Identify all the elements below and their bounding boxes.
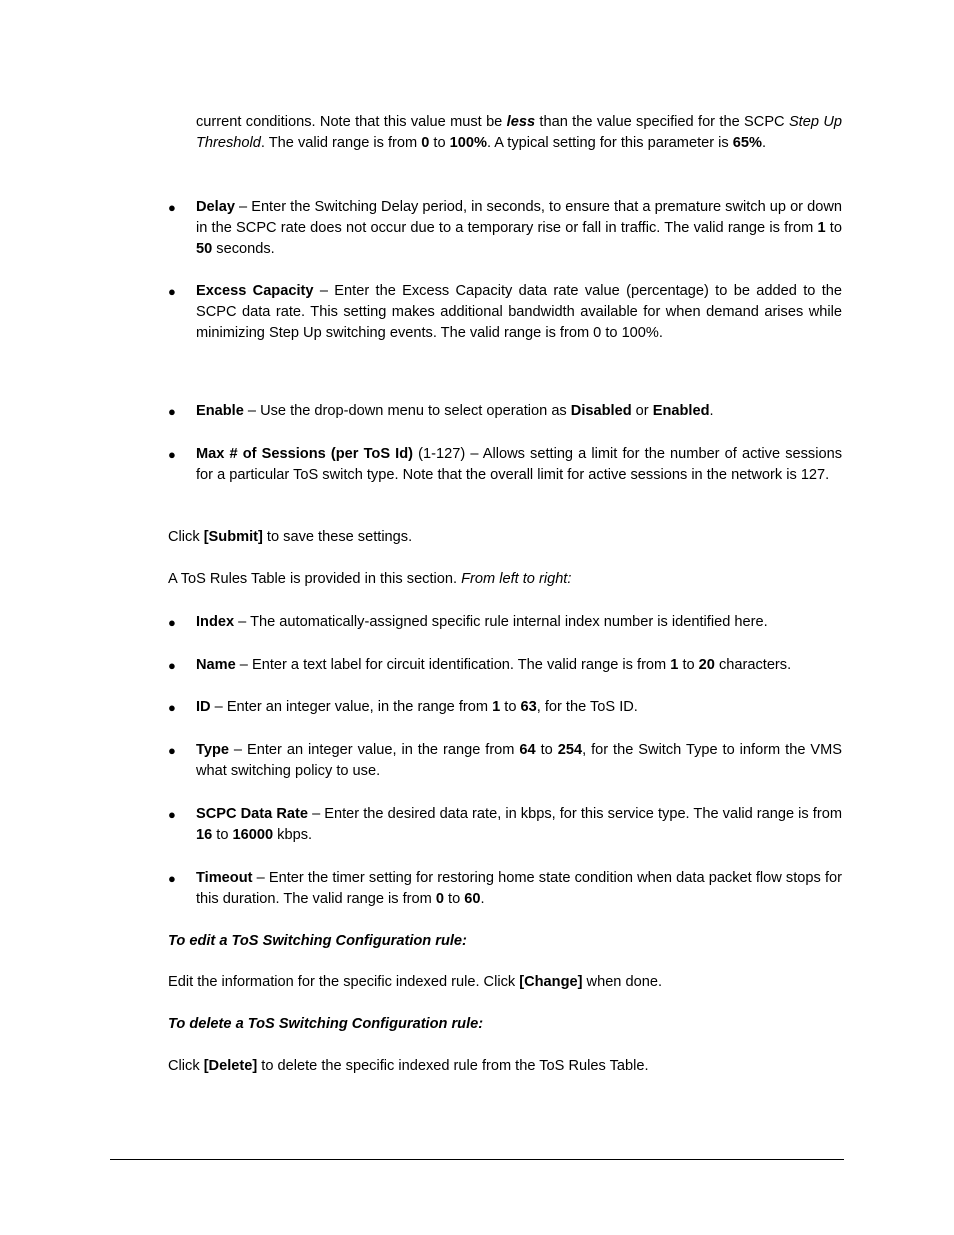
list-item-scpc-data-rate: [168, 804, 842, 846]
text: to: [678, 657, 699, 673]
text: characters.: [714, 657, 792, 673]
step-up-threshold-term: Step Up Threshold: [196, 114, 842, 151]
range-min: 0: [421, 135, 430, 151]
text: – Enter an integer value, in the range from: [228, 742, 520, 758]
bullet-icon: ●: [168, 871, 176, 886]
term-max-sessions: Max # of Sessions (per ToS Id): [196, 446, 414, 462]
text: – Enter the timer setting for restoring home state condition when data packet flow stops for this duration. The valid range is from: [196, 870, 842, 907]
range-min: 64: [519, 742, 536, 758]
range-max: 20: [698, 657, 715, 673]
footer-divider: [110, 1159, 844, 1160]
option-disabled: Disabled: [570, 403, 632, 419]
text: A ToS Rules Table is provided in this section.: [168, 571, 462, 587]
range-min: 16: [196, 827, 213, 843]
text: , for the ToS ID.: [536, 699, 638, 715]
text: – The automatically-assigned specific rule internal index number is identified here.: [234, 614, 768, 630]
range-max: 100%: [449, 135, 487, 151]
term-type: Type: [196, 742, 229, 758]
bullet-icon: ●: [168, 284, 176, 299]
submit-paragraph: [168, 527, 842, 548]
term-timeout: Timeout: [196, 870, 253, 886]
bullet-icon: ●: [168, 658, 176, 673]
typical-value: 65%: [732, 135, 762, 151]
range-min: 0: [435, 891, 444, 907]
text: – Enter the Excess Capacity data rate value (percentage) to be added to the SCPC data rate. This setting makes additional bandwidth available for when demand arises while minimizing Step Up switching events. The valid range is from 0 to 100%.: [196, 283, 842, 341]
text: to: [443, 891, 465, 907]
list-item-max-sessions: [168, 444, 842, 486]
text: to: [825, 220, 842, 236]
list-item-name: [168, 655, 842, 676]
text: seconds.: [212, 241, 275, 257]
text: kbps.: [273, 827, 313, 843]
delete-rule-paragraph: [168, 1056, 842, 1077]
term-id: ID: [196, 699, 211, 715]
bullet-icon: ●: [168, 447, 176, 462]
range-max: 50: [196, 241, 213, 257]
range-max: 16000: [232, 827, 274, 843]
text: – Enter a text label for circuit identification. The valid range is from: [235, 657, 671, 673]
text: Click: [168, 529, 204, 545]
term-enable: Enable: [196, 403, 244, 419]
option-enabled: Enabled: [652, 403, 710, 419]
range-min: 1: [817, 220, 826, 236]
list-item-type: [168, 740, 842, 782]
list-item-timeout: [168, 868, 842, 910]
submit-reference: [Submit]: [203, 529, 263, 545]
text: Click: [168, 1058, 204, 1074]
text: when done.: [582, 974, 663, 990]
edit-rule-heading: [168, 931, 842, 952]
text: . A typical setting for this parameter is: [486, 135, 733, 151]
term-name: Name: [196, 657, 236, 673]
range-min: 1: [670, 657, 679, 673]
text: to delete the specific indexed rule from the ToS Rules Table.: [257, 1058, 649, 1074]
bullet-icon: ●: [168, 807, 176, 822]
range-max: 60: [464, 891, 481, 907]
text: – Enter the Switching Delay period, in seconds, to ensure that a premature switch up or down in the SCPC rate does not occur due to a temporary rise or fall in traffic. The valid range is from: [196, 199, 842, 236]
continuation-paragraph: [196, 112, 842, 154]
edit-rule-paragraph: [168, 972, 842, 993]
term-delay: Delay: [196, 199, 235, 215]
text: – Enter the desired data rate, in kbps, for this service type. The valid range is from: [307, 806, 842, 822]
bullet-icon: ●: [168, 700, 176, 715]
text: than the value specified for the SCPC: [535, 114, 789, 130]
emphasis-less: less: [506, 114, 536, 130]
list-item-enable: [168, 401, 842, 422]
edit-rule-heading-text: To edit a ToS Switching Configuration rule:: [168, 933, 467, 949]
table-intro-paragraph: [168, 569, 842, 590]
list-item-delay: [168, 197, 842, 260]
text: current conditions. Note that this value must be: [196, 114, 507, 130]
list-item-id: [168, 697, 842, 718]
term-scpc-data-rate: SCPC Data Rate: [196, 806, 308, 822]
bullet-icon: ●: [168, 743, 176, 758]
text: or: [631, 403, 653, 419]
range-max: 63: [520, 699, 537, 715]
range-min: 1: [492, 699, 501, 715]
text: .: [761, 135, 767, 151]
text: to: [500, 699, 521, 715]
list-item-excess-capacity: [168, 281, 842, 344]
text: , for the Switch Type to inform the VMS what switching policy to use.: [196, 742, 843, 779]
range-max: 254: [557, 742, 583, 758]
text: .: [709, 403, 714, 419]
text: .: [480, 891, 485, 907]
term-index: Index: [196, 614, 235, 630]
term-excess-capacity: Excess Capacity: [196, 283, 314, 299]
text: . The valid range is from: [260, 135, 422, 151]
bullet-icon: ●: [168, 404, 176, 419]
list-item-index: [168, 612, 842, 633]
emphasis: From left to right:: [461, 571, 572, 587]
bullet-icon: ●: [168, 200, 176, 215]
delete-reference: [Delete]: [203, 1058, 258, 1074]
text: to: [212, 827, 233, 843]
text: – Enter an integer value, in the range from: [210, 699, 493, 715]
text: (1-127) – Allows setting a limit for the number of active sessions for a particular ToS switch type. Note that the overall limit for active sessions in the network is 127.: [196, 446, 842, 483]
text: – Use the drop-down menu to select operation as: [243, 403, 571, 419]
delete-rule-heading-text: To delete a ToS Switching Configuration rule:: [168, 1016, 484, 1032]
text: Edit the information for the specific indexed rule. Click: [168, 974, 520, 990]
bullet-icon: ●: [168, 615, 176, 630]
change-reference: [Change]: [519, 974, 583, 990]
delete-rule-heading: [168, 1014, 842, 1035]
text: to: [429, 135, 450, 151]
text: to: [535, 742, 558, 758]
text: to save these settings.: [262, 529, 413, 545]
